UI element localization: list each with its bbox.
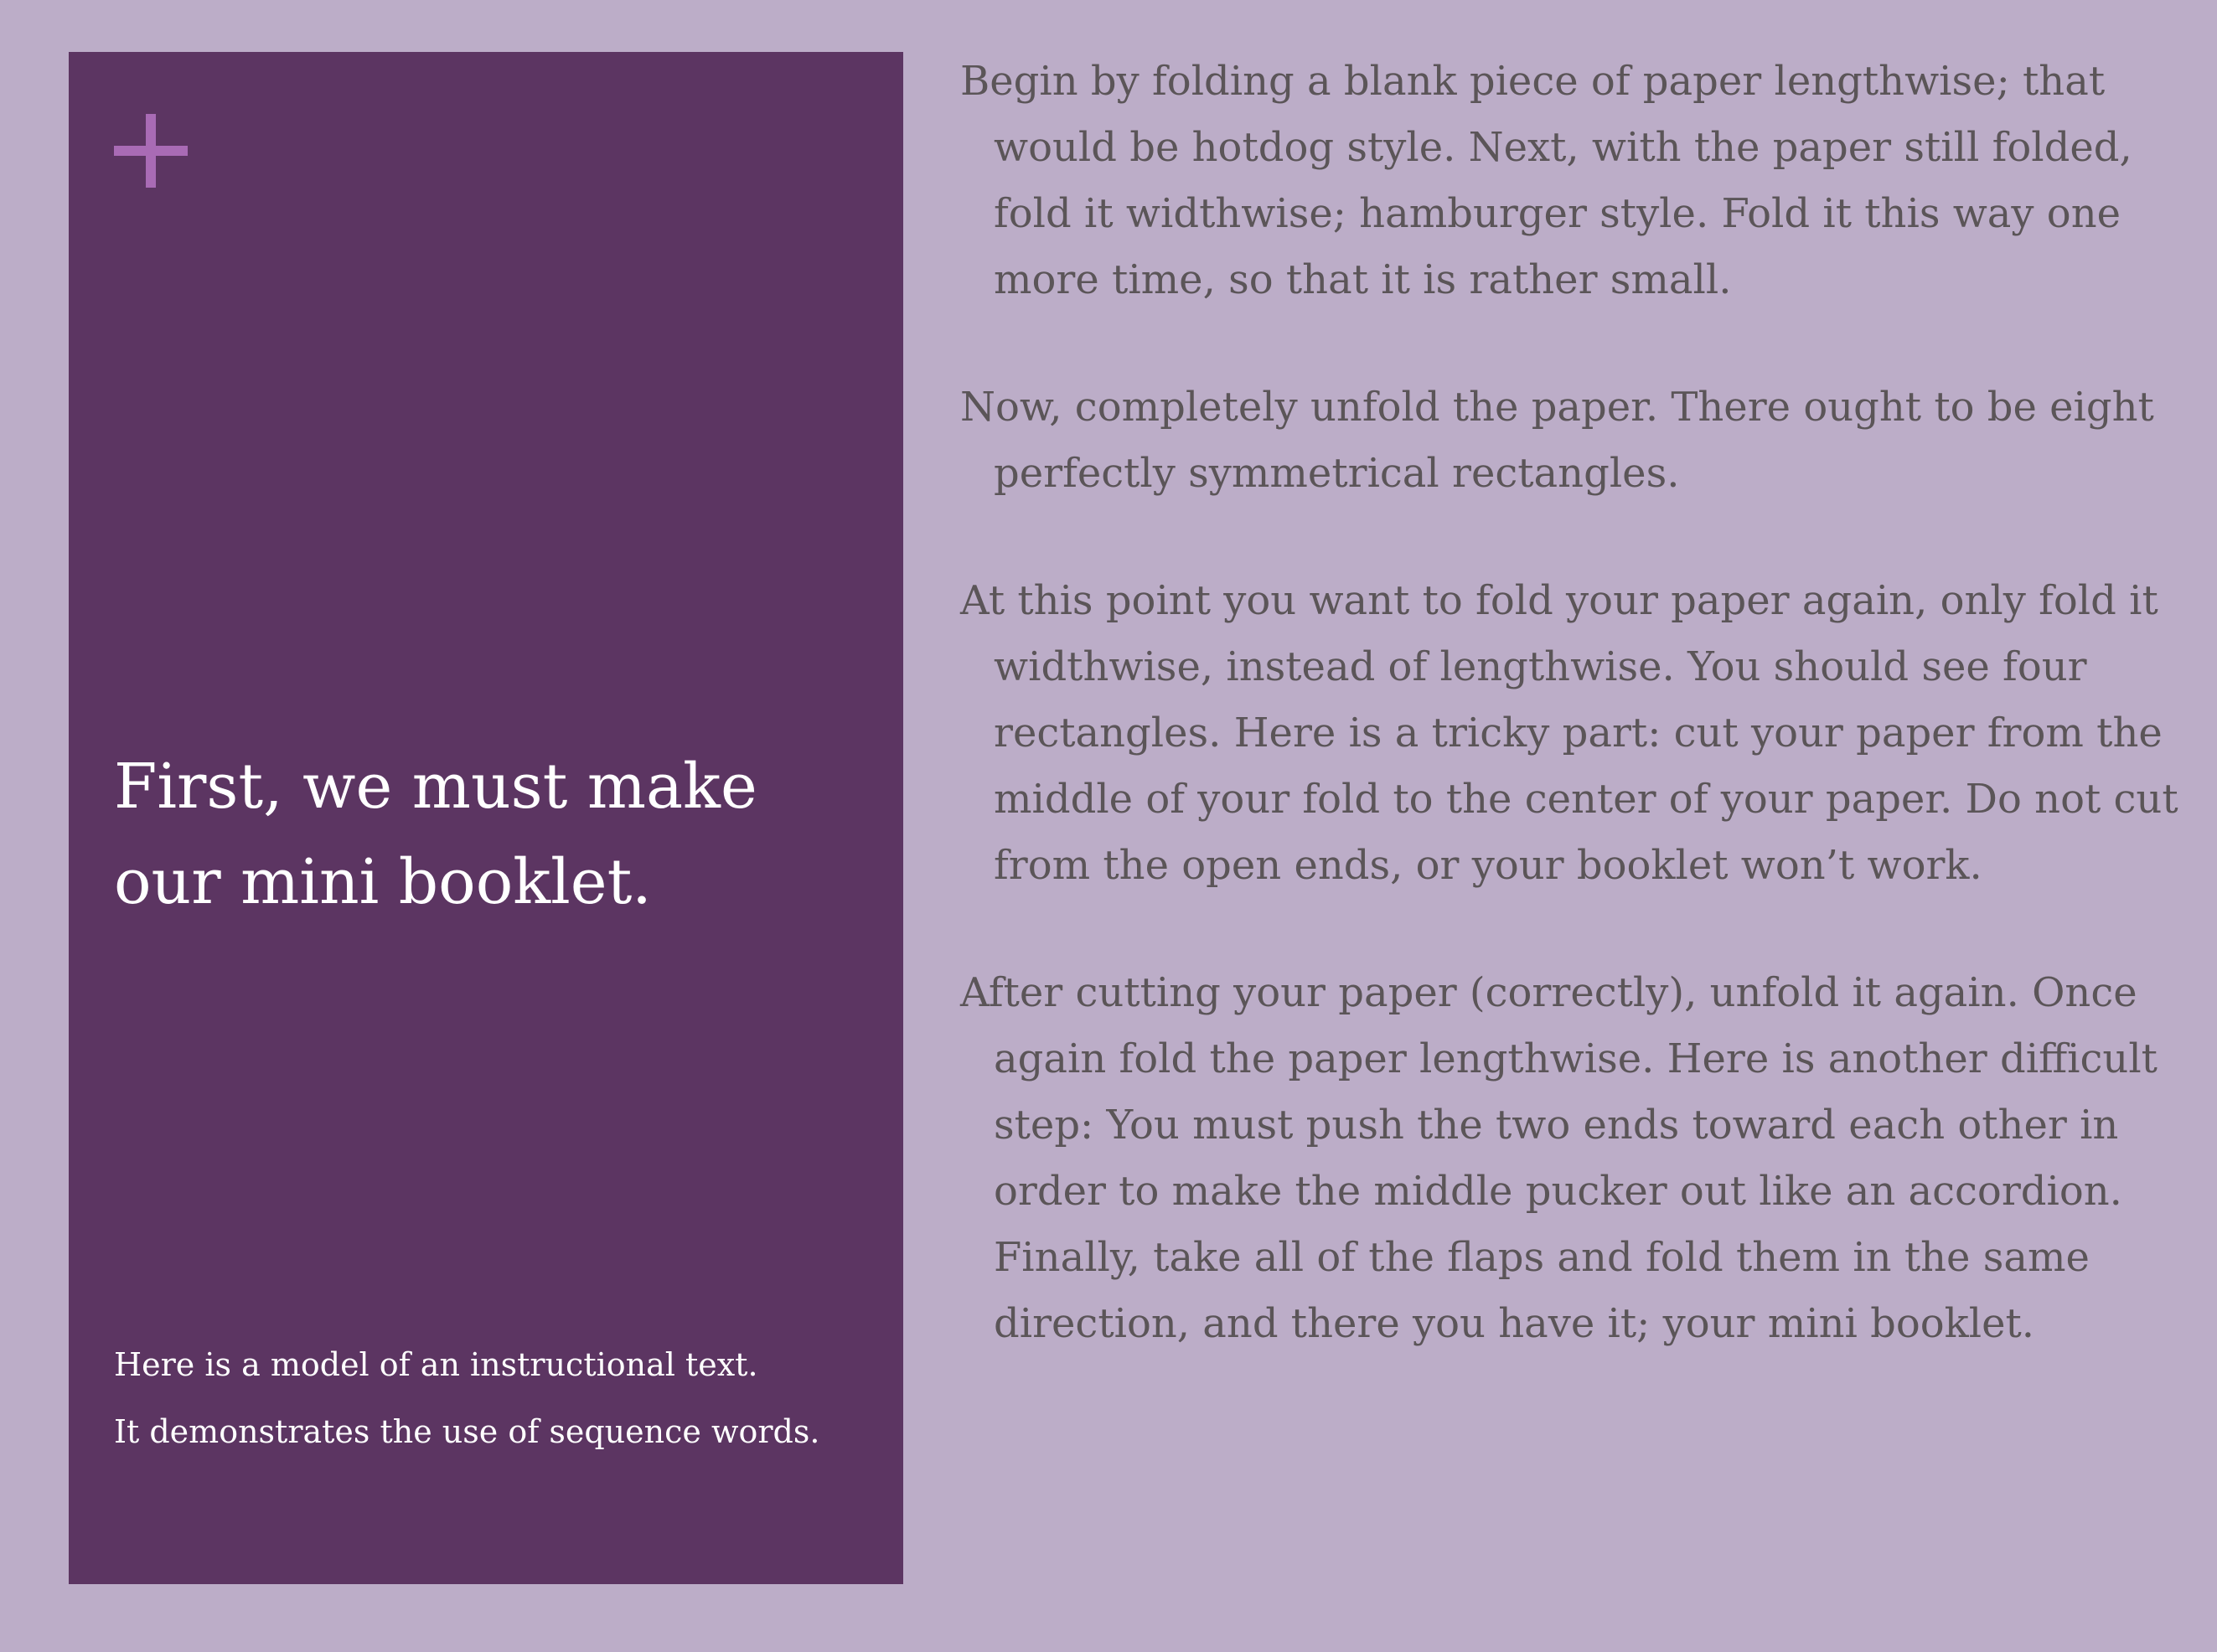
- instruction-text: [960, 49, 2183, 1418]
- instruction-paragraph: Now, completely unfold the paper. There ought to be eight perfectly symmetrical rectangles.: [960, 384, 2154, 497]
- instruction-paragraph: At this point you want to fold your paper again, only fold it widthwise, instead of lengthwise. You should see four rectangles. Here is a tricky part: cut your paper from the middle of your fold to the center of your paper. Do not cut from the open ends, or your booklet won’t work.: [960, 577, 2178, 889]
- plus-icon: [114, 114, 188, 188]
- page-title: First, we must make our mini booklet.: [114, 751, 757, 918]
- title-panel: [69, 52, 903, 1584]
- panel-notes: [114, 1340, 868, 1474]
- note-line: Here is a model of an instructional text.: [114, 1346, 758, 1383]
- instruction-paragraph: After cutting your paper (correctly), unfold it again. Once again fold the paper lengthwise. Here is another difficult step: You must push the two ends toward each other in order to make the middle pucker out like an accordion. Finally, take all of the flaps and fold them in the same direction, and there you have it; your mini booklet.: [960, 969, 2158, 1347]
- note-line: It demonstrates the use of sequence words.: [114, 1413, 820, 1450]
- instruction-paragraph: Begin by folding a blank piece of paper lengthwise; that would be hotdog style. Next, with the paper still folded, fold it widthwise; hamburger style. Fold it this way one more time, so that it is rather small.: [960, 58, 2132, 303]
